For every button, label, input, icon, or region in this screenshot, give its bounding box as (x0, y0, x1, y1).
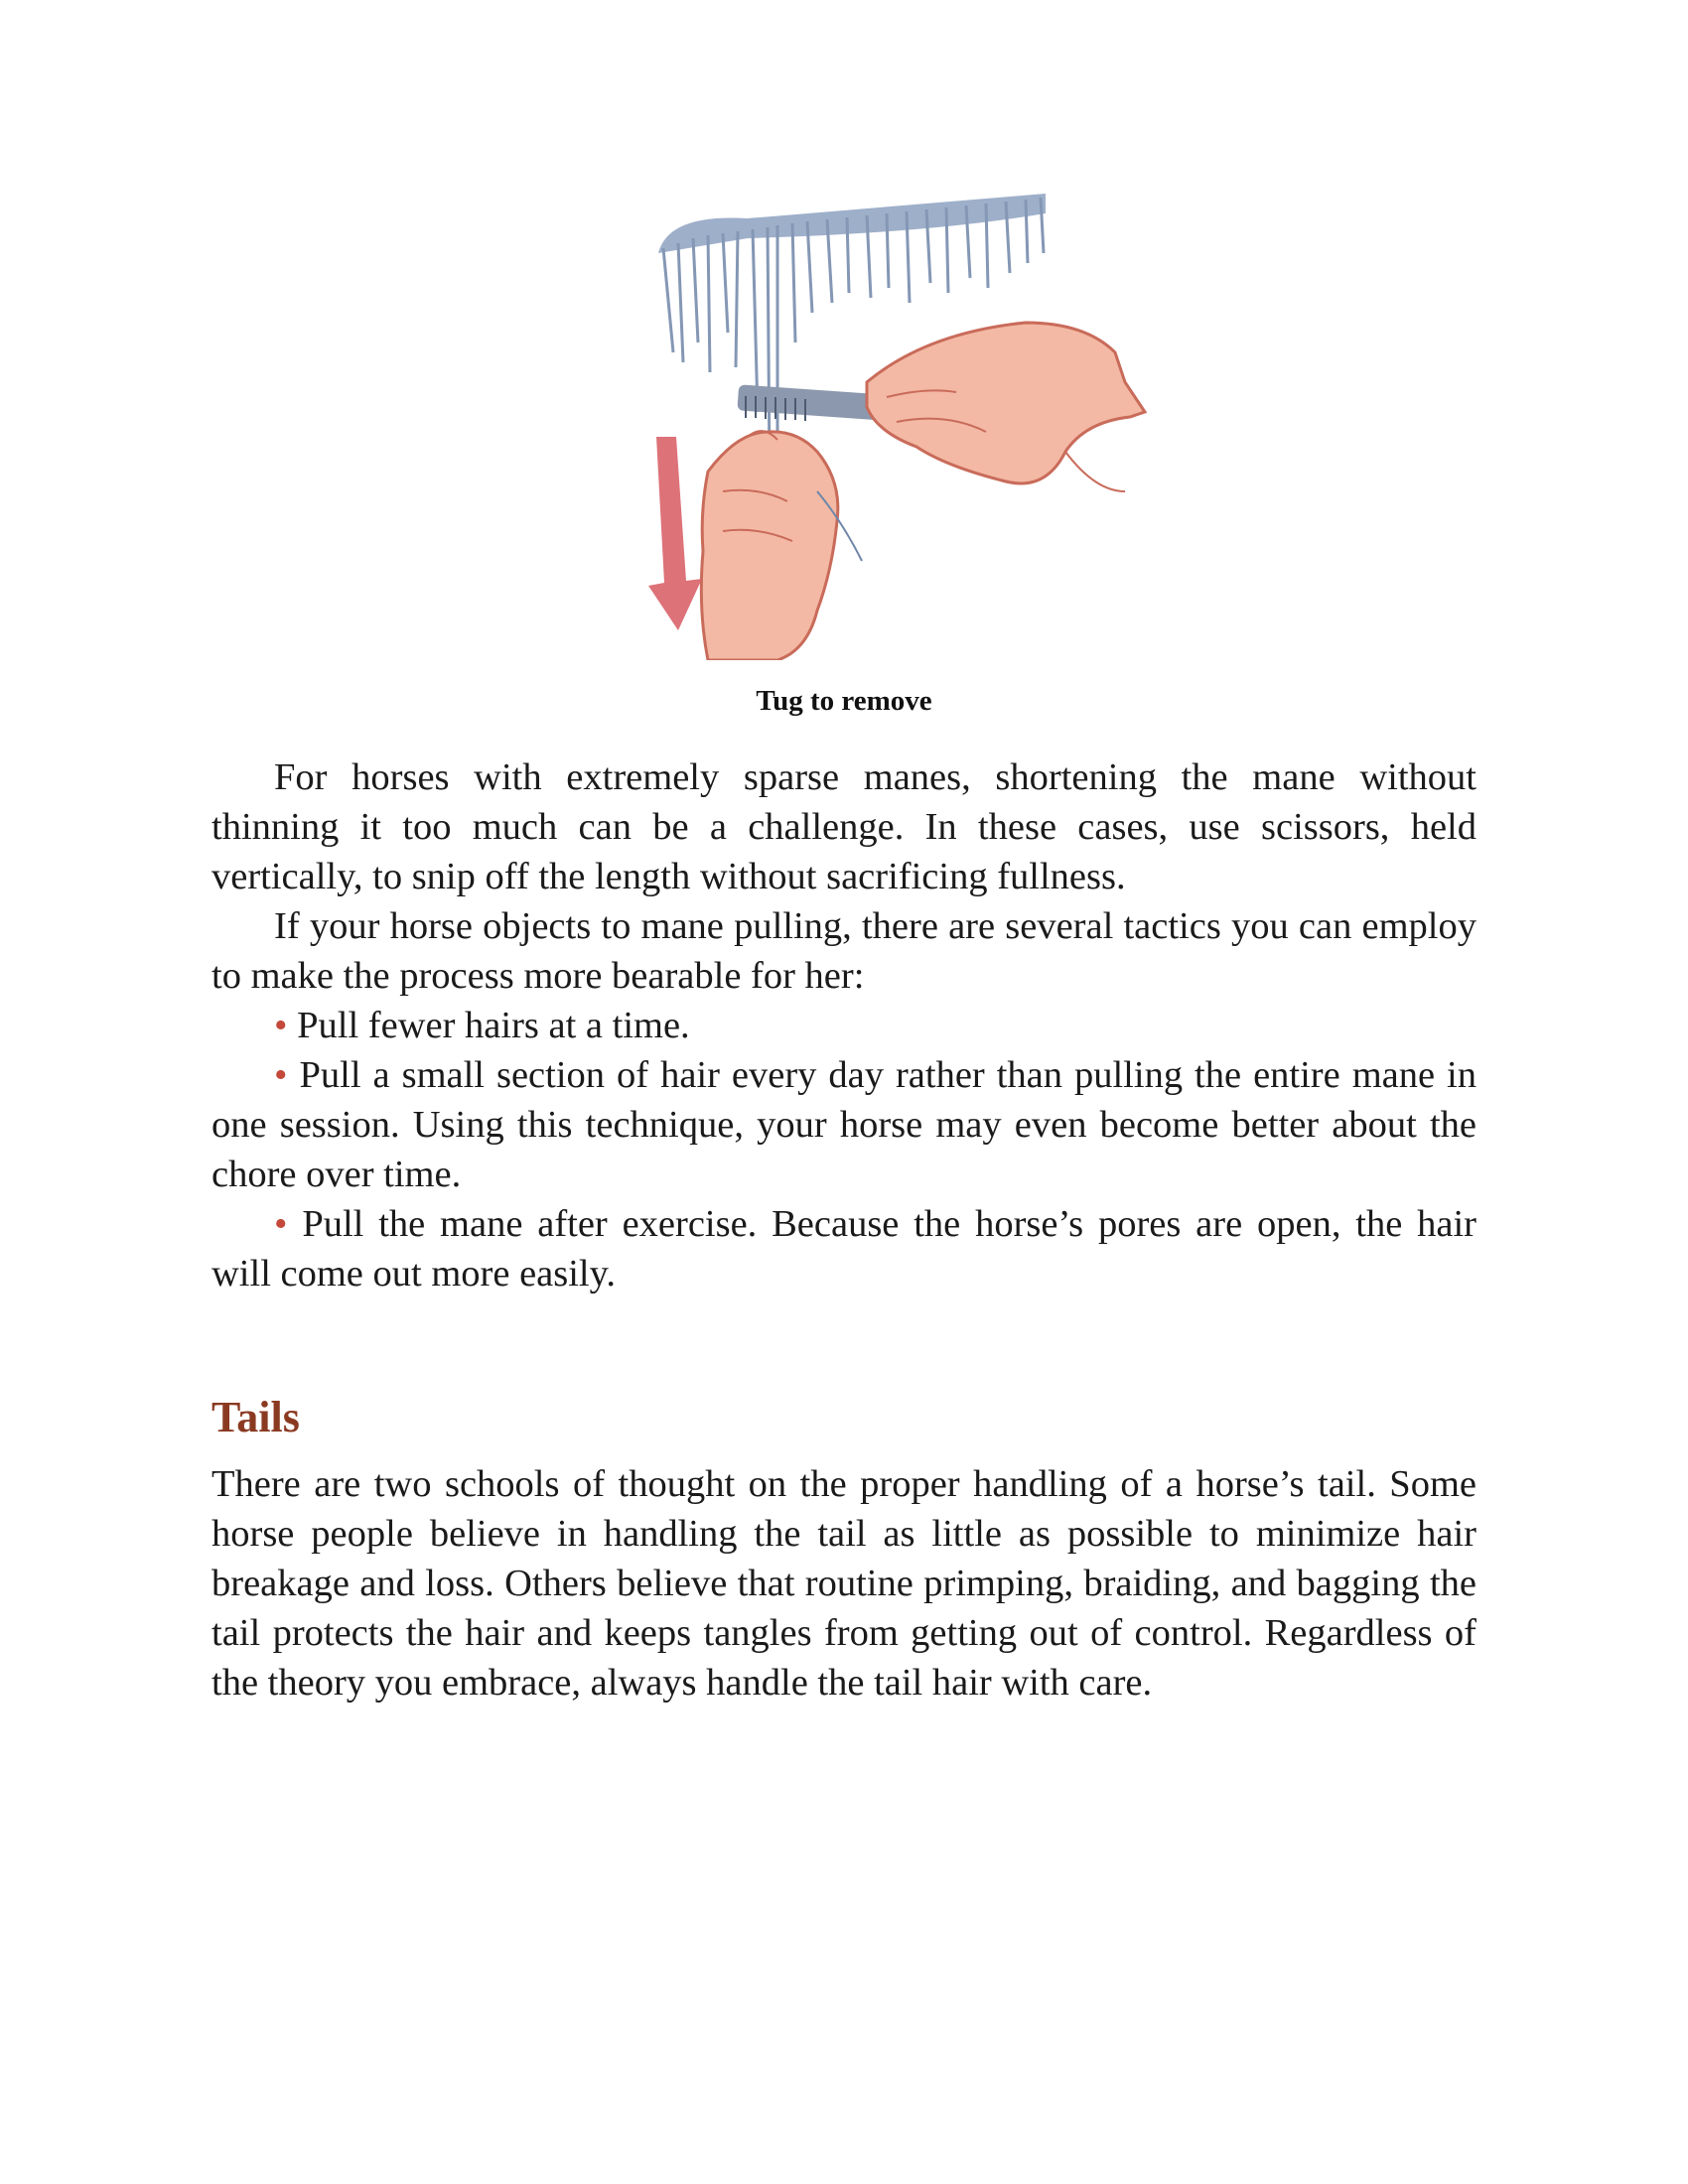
paragraph-tails: There are two schools of thought on the proper handling of a horse’s tail. Some horse people believe in handling the tail as little as possible to minimize hair breakage and loss. Others believe that routine primping, braiding, and bagging the tail protects the hair and keeps tangles from getting out of control. Regardless of the theory you embrace, always handle the tail hair with care. (211, 1463, 1477, 1704)
left-hand (701, 431, 862, 660)
bullet-text: Pull a small section of hair every day rather than pulling the entire mane in one session. Using this technique, your horse may even become better about the chore over time. (211, 1054, 1477, 1195)
bullet-item-2 (211, 1050, 1477, 1199)
bullet-icon: • (274, 1203, 288, 1245)
bullet-icon: • (274, 1005, 288, 1046)
bullet-text: Pull the mane after exercise. Because the horse’s pores are open, the hair will come out more easily. (211, 1203, 1477, 1295)
paragraph-sparse-manes: For horses with extremely sparse manes, shortening the mane without thinning it too much can be a challenge. In these cases, use scissors, held vertically, to snip off the length without sacrificing fullness. (211, 756, 1477, 897)
section-heading-tails: Tails (211, 1393, 300, 1441)
mane-pulling-illustration (629, 194, 1264, 660)
bullet-item-3 (211, 1199, 1477, 1298)
illustration-icon (629, 194, 1264, 660)
bullet-icon: • (274, 1054, 288, 1096)
paragraph-tactics-intro: If your horse objects to mane pulling, there are several tactics you can employ to make the process more bearable for her: (211, 905, 1477, 997)
bullet-text: Pull fewer hairs at a time. (297, 1005, 690, 1046)
figure-caption: Tug to remove (756, 685, 932, 717)
bullet-item-1 (211, 1001, 1477, 1050)
right-hand (867, 323, 1145, 491)
down-arrow-icon (648, 437, 702, 630)
